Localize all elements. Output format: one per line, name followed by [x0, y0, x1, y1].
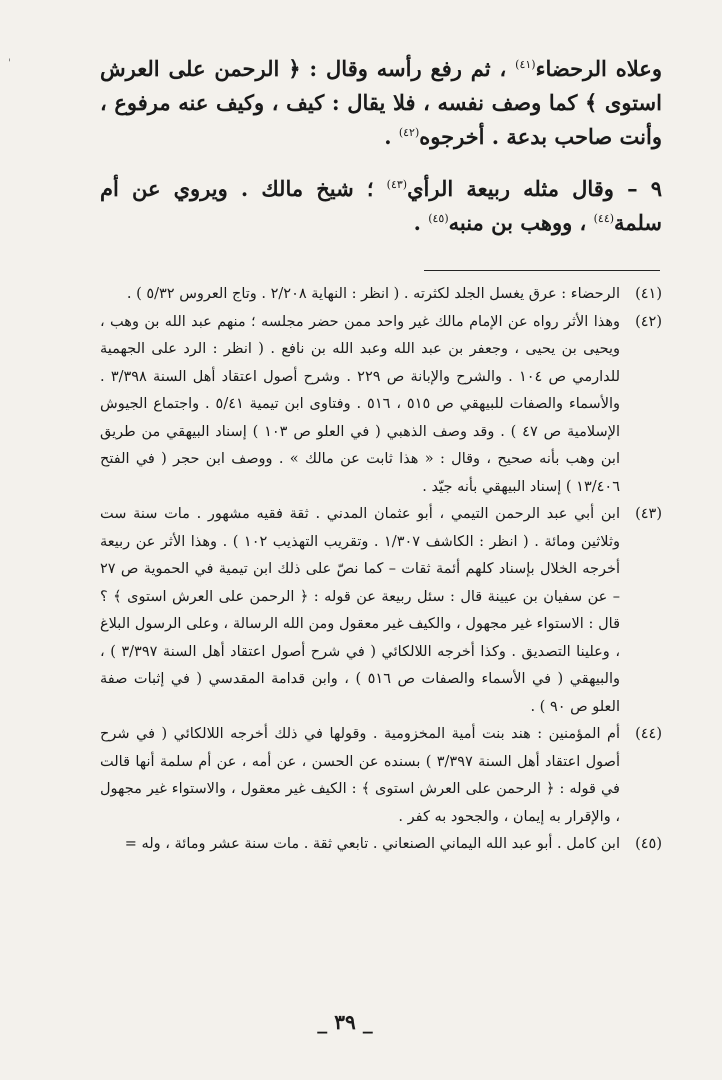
footnote-text: أم المؤمنين : هند بنت أمية المخزومية . وقولها في ذلك أخرجه اللالكائي ( في شرح أصول اعتقاد أهل السنة ٣/٣٩٧ ) بسنده عن الحسن ، عن أمه ، عن أم سلمة أنها قالت في قوله : ﴿ الرحمن على العرش استوى ﴾ : الكيف غير معقول ، والاستواء غير مجهول ، والإقرار به إيمان ، والجحود به كفر .	[100, 726, 620, 825]
para2-text-a: – وقال مثله ربيعة الرأي	[407, 176, 651, 201]
para1-text-a: وعلاه الرحضاء	[535, 56, 662, 81]
footnote-ref-44: (٤٤)	[593, 212, 615, 225]
para2-text-c: ، ووهب بن منبه	[448, 210, 594, 235]
main-text	[100, 52, 662, 240]
footnote-42	[100, 309, 662, 502]
para1-text-c: .	[384, 124, 399, 149]
footnotes	[100, 281, 662, 859]
footnote-43	[100, 501, 662, 721]
item-number: ٩	[650, 176, 662, 201]
margin-mark: '	[8, 58, 11, 69]
para1-text-b: ، ثم رفع رأسه وقال : ﴿ الرحمن على العرش استوى ﴾ كما وصف نفسه ، فلا يقال : كيف ، وكيف عنه مرفوع ، وأنت صاحب بدعة . أخرجوه	[100, 56, 662, 149]
page-number: _ ٣٩ _	[317, 1010, 373, 1034]
footnote-text: ابن كامل . أبو عبد الله اليماني الصنعاني . تابعي ثقة . مات سنة عشر ومائة ، وله =	[124, 836, 620, 852]
footnote-ref-45: (٤٥)	[428, 212, 449, 225]
footnote-ref-42: (٤٢)	[398, 126, 420, 139]
footnote-number: (٤٣)	[635, 506, 662, 522]
footnote-ref-43: (٤٣)	[386, 178, 408, 191]
footnote-number: (٤١)	[635, 286, 662, 302]
footnote-separator	[424, 270, 660, 271]
footnote-45	[100, 831, 662, 859]
para2-text-b: ؛ شيخ مالك . ويروي عن أم سلمة	[100, 176, 662, 235]
footnote-text: الرحضاء : عرق يغسل الجلد لكثرته . ( انظر : النهاية ٢/٢٠٨ . وتاج العروس ٥/٣٢ ) .	[126, 286, 620, 302]
footnote-number: (٤٤)	[635, 726, 662, 742]
footnote-number: (٤٢)	[635, 313, 662, 330]
footnote-ref-41: (٤١)	[515, 58, 536, 71]
para2-text-d: .	[413, 210, 429, 235]
main-paragraph-1	[100, 52, 662, 154]
footnote-text: وهذا الأثر رواه عن الإمام مالك غير واحد ممن حضر مجلسه ؛ منهم عبد الله بن وهب ، ويحيى بن يحيى ، وجعفر بن عبد الله وعبد الله بن نافع . ( انظر : الرد على الجهمية للدارمي ص ١٠٤ . والشرح والإبانة ص ٢٢٩ . وشرح أصول اعتقاد أهل السنة ٣/٣٩٨ . والأسماء والصفات للبيهقي ص ٥١٥ ، ٥١٦ . وفتاوى ابن تيمية ٥/٤١ . واجتماع الجيوش الإسلامية ص ٤٧ ) . وقد وصف الذهبي ( في العلو ص ١٠٣ ) إسناد البيهقي من طريق ابن وهب بأنه صحيح ، وقال : « هذا ثابت عن مالك » . ووصف ابن حجر ( في الفتح ١٣/٤٠٦ ) إسناد البيهقي بأنه جيّد .	[100, 313, 621, 495]
main-paragraph-2	[100, 172, 662, 240]
footnote-41	[100, 281, 662, 309]
footnote-text: ابن أبي عبد الرحمن التيمي ، أبو عثمان المدني . ثقة فقيه مشهور . مات سنة ست وثلاثين ومائة . ( انظر : الكاشف ١/٣٠٧ . وتقريب التهذيب ١٠٢ ) . وهذا الأثر عن ربيعة أخرجه الخلال بإسناد كلهم أئمة ثقات – كما نصّ على ذلك ابن تيمية في الحموية ص ٢٧ – عن سفيان بن عيينة قال : سئل ربيعة عن قوله : ﴿ الرحمن على العرش استوى ﴾ ؟ قال : الاستواء غير مجهول ، والكيف غير معقول ومن الله الرسالة ، وعلى الرسول البلاغ ، وعلينا التصديق . وكذا أخرجه اللالكائي ( في شرح أصول اعتقاد أهل السنة ٣/٣٩٧ ) ، والبيهقي ( في الأسماء والصفات ص ٥١٦ ) ، وابن قدامة المقدسي ( في إثبات صفة العلو ص ٩٠ ) .	[100, 506, 620, 715]
footnote-44	[100, 721, 662, 831]
footnote-number: (٤٥)	[635, 836, 662, 852]
